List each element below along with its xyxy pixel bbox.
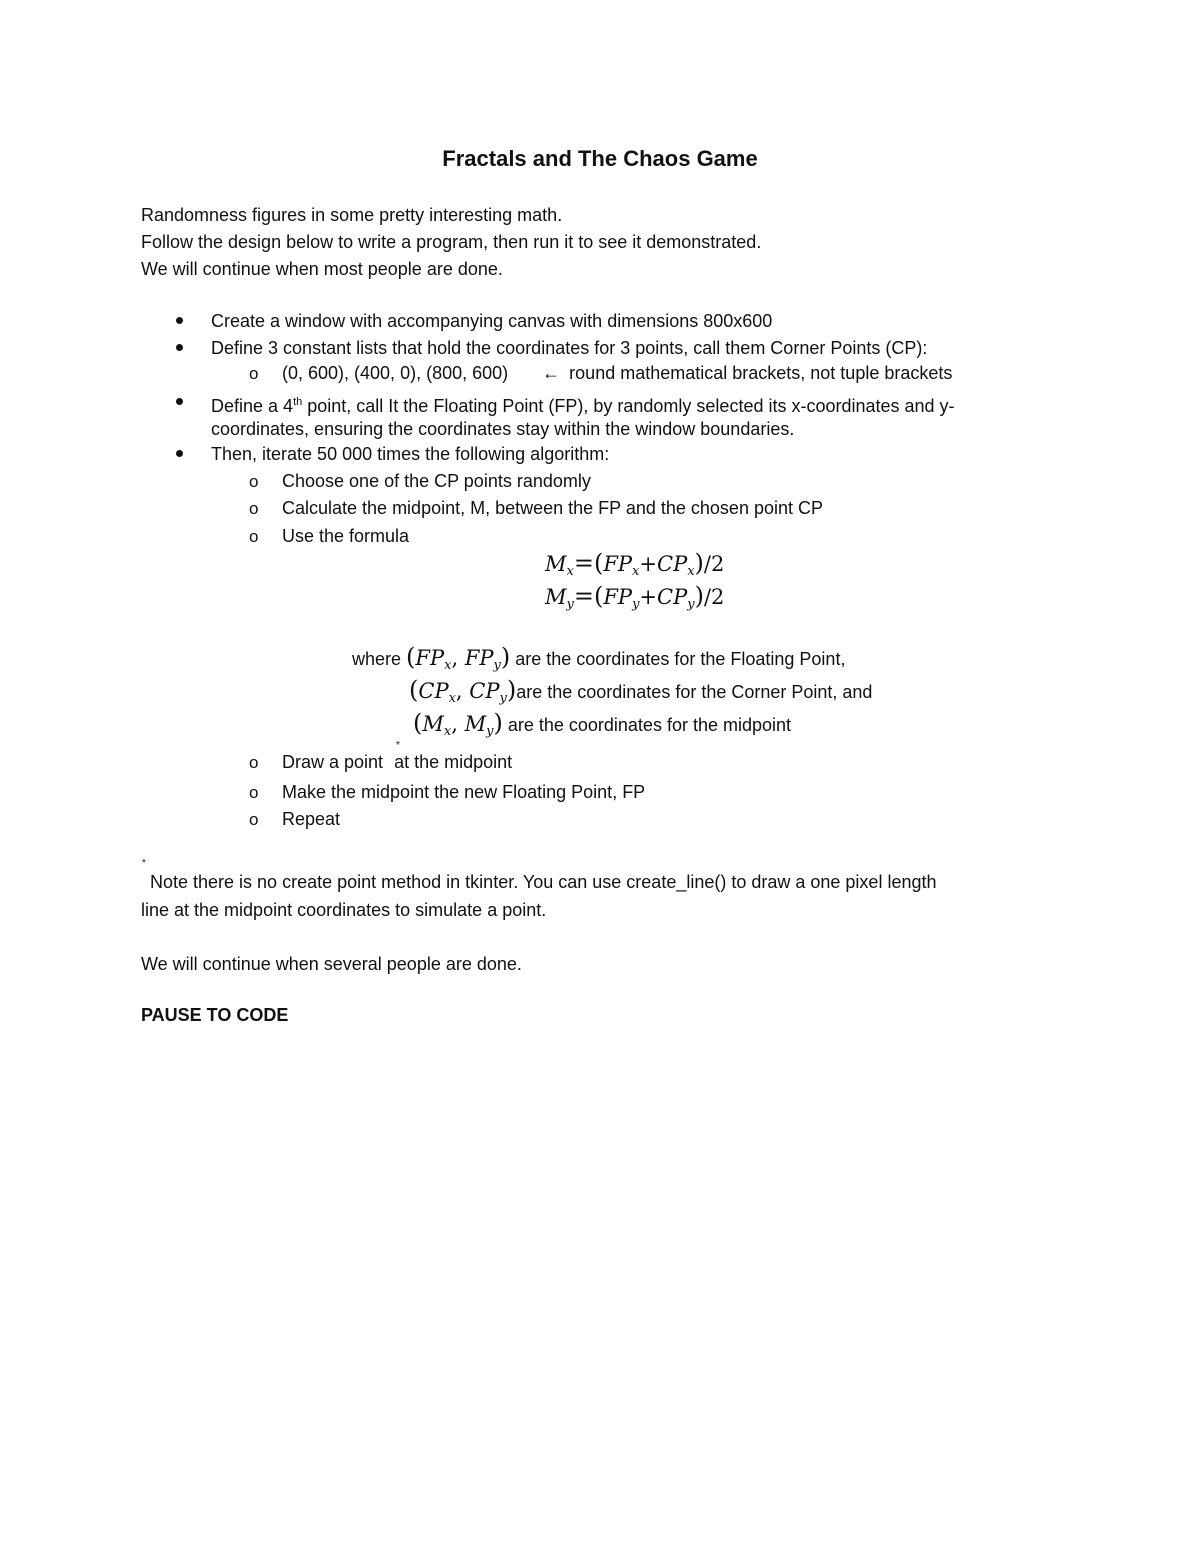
formula-mx: $M_x=(FP_x+CP_x)/2$ <box>545 549 725 579</box>
formula-my: $M_y=(FP_y+CP_y)/2$ <box>545 582 725 612</box>
bullet-dot-icon <box>176 398 183 405</box>
asterisk-marker: * <box>396 740 400 751</box>
sub-bullet-marker: o <box>249 810 259 829</box>
left-arrow-icon: ← <box>542 363 561 383</box>
where-floating-point: where ($FP_x$, $FP_y$) are the coordinates for the Floating Point, <box>352 643 846 674</box>
intro-line-2: Follow the design below to write a program, then run it to see it demonstrated. <box>141 232 762 252</box>
bullet-create-window: Create a window with accompanying canvas with dimensions 800x600 <box>211 311 773 331</box>
footnote-line-1: Note there is no create point method in tkinter. You can use create_line() to draw a one pixel length <box>150 872 937 892</box>
where-label: where <box>352 649 407 669</box>
step-draw-point: Draw a point at the midpoint <box>282 752 513 772</box>
where-fp-text: are the coordinates for the Floating Point, <box>510 649 846 669</box>
sub-bullet-marker: o <box>249 753 259 772</box>
intro-line-3: We will continue when most people are done. <box>141 259 503 279</box>
where-m-text: are the coordinates for the midpoint <box>502 715 792 735</box>
footnote-asterisk: * <box>142 858 146 869</box>
floating-point-superscript: th <box>293 396 303 408</box>
bullet-corner-points: Define 3 constant lists that hold the coordinates for 3 points, call them Corner Points (CP): <box>211 338 928 358</box>
footnote-line-2: line at the midpoint coordinates to simulate a point. <box>141 900 547 920</box>
step-new-floating-point: Make the midpoint the new Floating Point, FP <box>282 782 646 802</box>
bullet-floating-point-line2: coordinates, ensuring the coordinates stay within the window boundaries. <box>211 419 795 439</box>
step-calculate-midpoint: Calculate the midpoint, M, between the FP and the chosen point CP <box>282 498 823 518</box>
step-use-formula: Use the formula <box>282 526 410 546</box>
step-choose-cp: Choose one of the CP points randomly <box>282 471 591 491</box>
bullet-iterate: Then, iterate 50 000 times the following algorithm: <box>211 444 610 464</box>
sub-bullet-marker: o <box>249 472 259 491</box>
floating-point-text-pre: Define a 4 <box>211 396 294 416</box>
bullet-dot-icon <box>176 317 183 324</box>
sub-bullet-marker: o <box>249 783 259 802</box>
bullet-dot-icon <box>176 450 183 457</box>
corner-points-list: (0, 600), (400, 0), (800, 600) <box>282 363 509 383</box>
sub-bullet-marker: o <box>249 364 259 383</box>
corner-points-values <box>282 362 952 384</box>
page-title: Fractals and The Chaos Game <box>442 146 758 171</box>
bullet-floating-point <box>211 391 955 417</box>
closing-line: We will continue when several people are done. <box>141 954 522 974</box>
bullet-dot-icon <box>176 344 183 351</box>
intro-line-1: Randomness figures in some pretty interesting math. <box>141 205 563 225</box>
sub-bullet-marker: o <box>249 499 259 518</box>
sub-bullet-marker: o <box>249 527 259 546</box>
floating-point-text-post: point, call It the Floating Point (FP), by randomly selected its x-coordinates and y- <box>302 396 955 416</box>
where-corner-point: ($CP_x$, $CP_y)are$ the coordinates for the Corner Point, and <box>409 676 873 707</box>
where-cp-text: are the coordinates for the Corner Point, and <box>516 682 873 702</box>
step-repeat: Repeat <box>282 809 341 829</box>
corner-points-note: round mathematical brackets, not tuple brackets <box>569 363 953 383</box>
pause-heading: PAUSE TO CODE <box>141 1005 289 1025</box>
where-midpoint: ($M_x$, $M_y$) are the coordinates for the midpoint <box>413 709 792 740</box>
